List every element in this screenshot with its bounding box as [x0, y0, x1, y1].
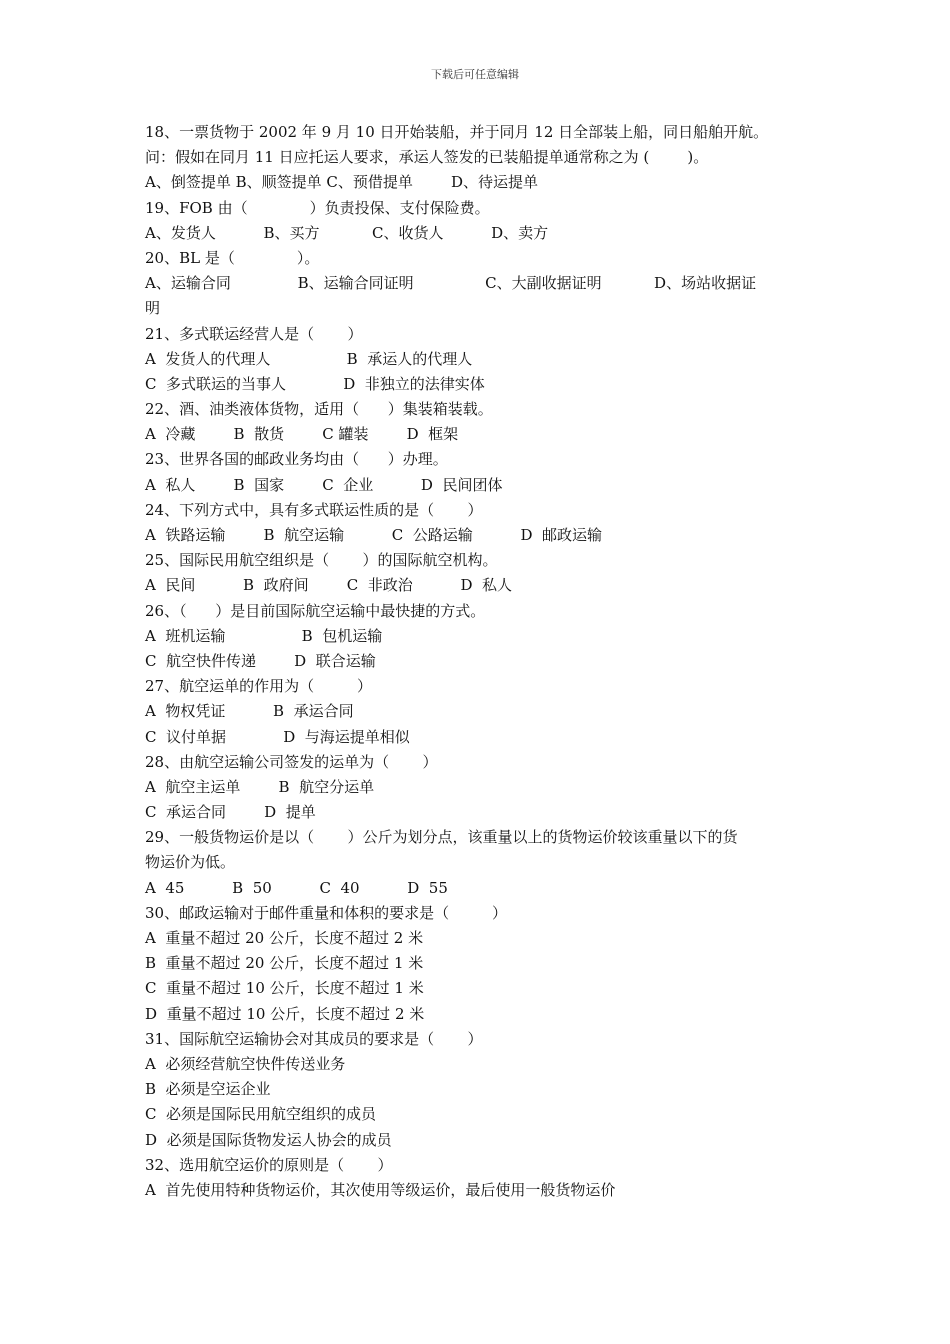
text-line: 问：假如在同月 11 日应托运人要求，承运人签发的已装船提单通常称之为 ( )。 [145, 148, 709, 167]
text-line: A 班机运输 B 包机运输 [145, 626, 383, 645]
text-line: 29、一般货物运价是以（ ）公斤为划分点，该重量以上的货物运价较该重量以下的货 [145, 828, 738, 847]
text-line: B 重量不超过 20 公斤，长度不超过 1 米 [145, 954, 424, 973]
text-line: B 必须是空运企业 [145, 1080, 271, 1099]
text-line: 23、世界各国的邮政业务均由（ ）办理。 [145, 450, 448, 469]
text-line: 25、国际民用航空组织是（ ）的国际航空机构。 [145, 551, 498, 570]
text-line: A 重量不超过 20 公斤，长度不超过 2 米 [145, 929, 424, 947]
text-line: 30、邮政运输对于邮件重量和体积的要求是（ ） [145, 903, 508, 922]
text-line: A 首先使用特种货物运价，其次使用等级运价，最后使用一般货物运价 [145, 1180, 616, 1199]
question-list [145, 120, 815, 1203]
text-line: C 航空快件传递 D 联合运输 [145, 651, 376, 670]
text-line: 31、国际航空运输协会对其成员的要求是（ ） [145, 1029, 483, 1048]
text-line: 24、下列方式中，具有多式联运性质的是（ ） [145, 500, 483, 519]
text-line: A 私人 B 国家 C 企业 D 民间团体 [145, 475, 503, 494]
text-line: 21、多式联运经营人是（ ） [145, 324, 363, 343]
text-line: A 45 B 50 C 40 D 55 [145, 878, 448, 897]
text-line: A 物权凭证 B 承运合同 [145, 702, 354, 721]
text-line: A 民间 B 政府间 C 非政治 D 私人 [145, 576, 513, 595]
text-line: 27、航空运单的作用为（ ） [145, 677, 373, 696]
text-line: A、运输合同 B、运输合同证明 C、大副收据证明 D、场站收据证 [145, 274, 757, 293]
text-line: 19、FOB 由（ ）负责投保、支付保险费。 [145, 198, 490, 217]
text-line: A 必须经营航空快件传送业务 [145, 1054, 346, 1073]
text-line: C 必须是国际民用航空组织的成员 [145, 1105, 377, 1124]
text-line: A 发货人的代理人 B 承运人的代理人 [145, 349, 473, 368]
text-line: 22、酒、油类液体货物，适用（ ）集装箱装载。 [145, 400, 493, 419]
text-line: A 航空主运单 B 航空分运单 [145, 777, 375, 796]
page-header: 下载后可任意编辑 [431, 68, 519, 81]
text-line: C 重量不超过 10 公斤，长度不超过 1 米 [145, 979, 424, 998]
text-line: C 多式联运的当事人 D 非独立的法律实体 [145, 374, 485, 393]
text-line: 26、（ ）是目前国际航空运输中最快捷的方式。 [145, 601, 486, 620]
text-line: 18、一票货物于 2002 年 9 月 10 日开始装船，并于同月 12 日全部装上船，同日船舶开航。 [145, 123, 769, 141]
text-line: 32、选用航空运价的原则是（ ） [145, 1155, 393, 1174]
text-line: A 铁路运输 B 航空运输 C 公路运输 D 邮政运输 [145, 526, 603, 544]
text-line: D 必须是国际货物发运人协会的成员 [145, 1130, 392, 1149]
text-line: 明 [145, 299, 161, 318]
text-line: 物运价为低。 [145, 853, 236, 872]
text-line: A、发货人 B、买方 C、收货人 D、卖方 [145, 223, 549, 242]
text-line: C 议付单据 D 与海运提单相似 [145, 727, 410, 746]
text-line: A 冷藏 B 散货 C 罐装 D 框架 [145, 425, 459, 444]
text-line: A、倒签提单 B、顺签提单 C、预借提单 D、待运提单 [145, 173, 539, 192]
text-line: D 重量不超过 10 公斤，长度不超过 2 米 [145, 1004, 425, 1023]
text-line: C 承运合同 D 提单 [145, 803, 316, 822]
text-line: 28、由航空运输公司签发的运单为（ ） [145, 752, 438, 771]
text-line: 20、BL 是（ ）。 [145, 248, 320, 267]
